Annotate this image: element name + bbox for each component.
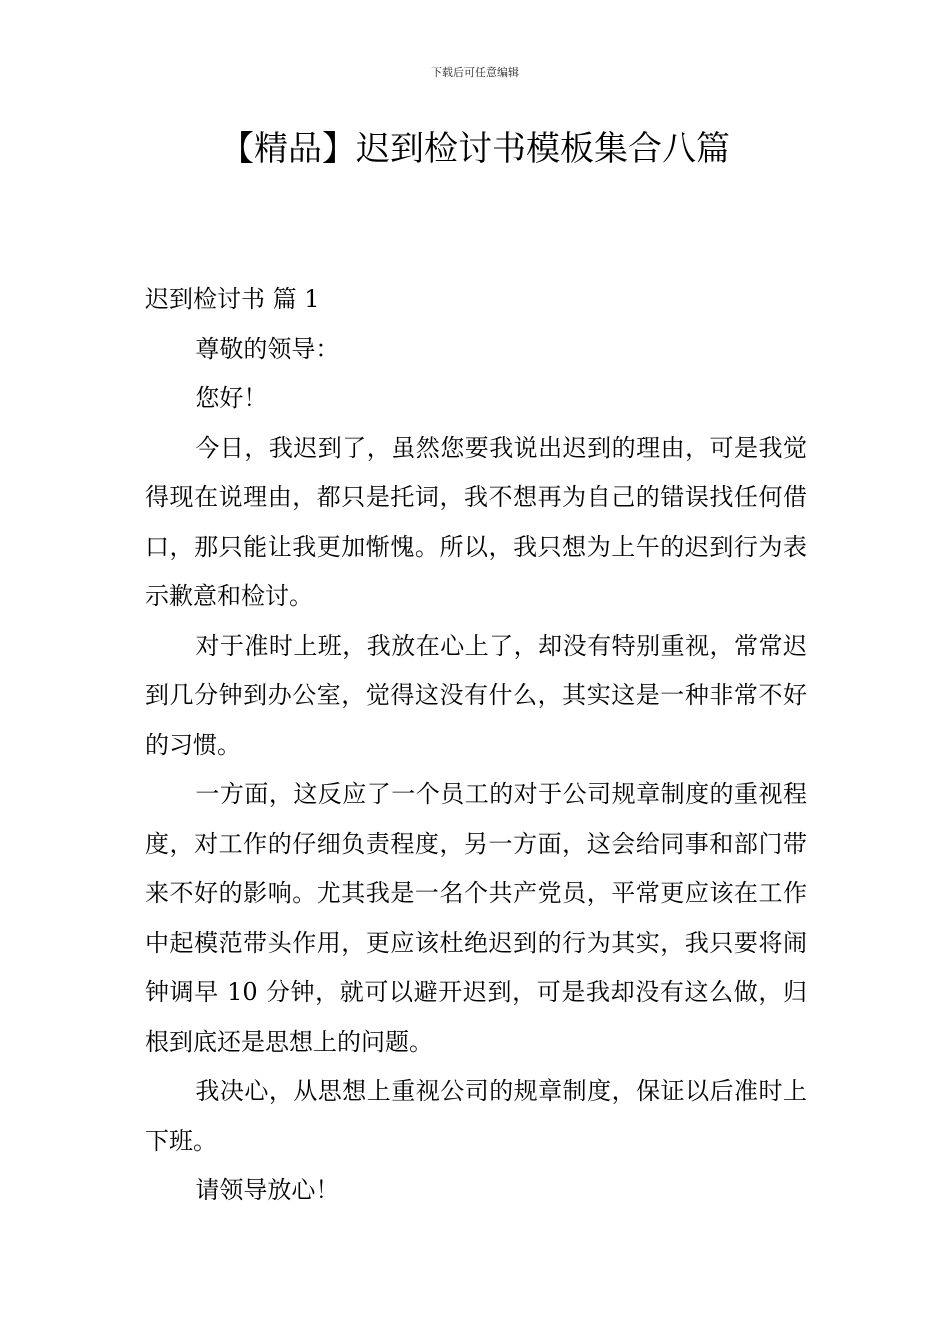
- paragraph: 我决心，从思想上重视公司的规章制度，保证以后准时上下班。: [145, 1077, 807, 1155]
- header-note: 下载后可任意编辑: [431, 66, 519, 79]
- paragraph: 对于准时上班，我放在心上了，却没有特别重视，常常迟到几分钟到办公室，觉得这没有什么，其实这是一种非常不好的习惯。: [145, 631, 807, 759]
- section-heading: 迟到检讨书 篇 1: [145, 285, 320, 313]
- document-body: [145, 275, 807, 1216]
- document-title: 【精品】迟到检讨书模板集合八篇: [220, 129, 730, 169]
- greeting: 您好！: [195, 384, 268, 412]
- paragraph: 一方面，这反应了一个员工的对于公司规章制度的重视程度，对工作的仔细负责程度，另一方面，这会给同事和部门带来不好的影响。尤其我是一名个共产党员，平常更应该在工作中起模范带头作用，更应该杜绝迟到的行为其实，我只要将闹钟调早 10 分钟，就可以避开迟到，可是我却没有这么做，归根到底还是思想上的问题。: [145, 780, 807, 1056]
- salutation: 尊敬的领导：: [195, 334, 340, 363]
- closing-line: 请领导放心！: [195, 1176, 340, 1204]
- paragraph: 今日，我迟到了，虽然您要我说出迟到的理由，可是我觉得现在说理由，都只是托词，我不想再为自己的错误找任何借口，那只能让我更加惭愧。所以，我只想为上午的迟到行为表示歉意和检讨。: [145, 433, 807, 610]
